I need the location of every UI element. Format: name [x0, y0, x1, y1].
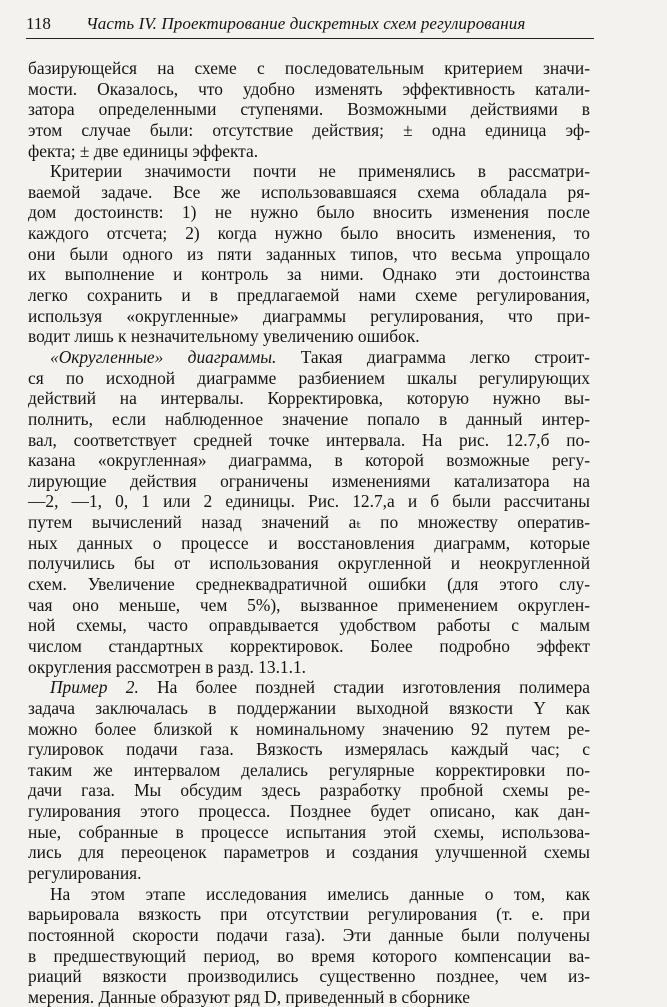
text-line: легко сохранить и в предлагаемой нами схеме регулирования, [28, 285, 590, 306]
text-line: —2, —1, 0, 1 или 2 единицы. Рис. 12.7,а и б были рассчитаны [28, 491, 590, 512]
text-line: каждого отсчета; 2) когда нужно было вносить изменения, то [28, 223, 590, 244]
text-line: схем. Увеличение среднеквадратичной ошибки (для этого слу- [28, 574, 590, 595]
text-line: используя «округленные» диаграммы регулирования, что при- [28, 305, 590, 326]
text-line: задача заключалась в поддержании выходной вязкости Y как [28, 697, 590, 718]
text-line: их выполнение и контроль за ними. Однако эти достоинства [28, 264, 590, 285]
text-line: полнить, если наблюденное значение попало в данный интер- [28, 408, 590, 429]
text-line: регулирования. [28, 862, 142, 883]
text-line: округления рассмотрен в разд. 13.1.1. [28, 656, 307, 677]
text-line: ся по исходной диаграмме разбиением шкалы регулирующих [28, 367, 590, 388]
text-line [28, 347, 590, 368]
body-text [28, 58, 590, 1007]
text-line: дачи газа. Мы обсудим здесь разработку пробной схемы ре- [28, 780, 590, 801]
paragraph [28, 347, 590, 677]
italic-lead: Пример 2. [50, 677, 139, 698]
paragraph [28, 161, 590, 347]
text-line: ных данных о процессе и восстановления диаграмм, которые [28, 532, 590, 553]
text-line: этом случае были: отсутствие действия; ± одна единица эф- [28, 119, 590, 140]
text-line: фекта; ± две единицы эффекта. [28, 140, 259, 161]
text-line: они были одного из пяти заданных типов, что весьма упрощало [28, 243, 590, 264]
text-line: путем вычислений назад значений aₜ по множеству оператив- [28, 512, 590, 533]
paragraph [28, 884, 590, 1007]
text-line: гулировок подачи газа. Вязкость измерялась каждый час; с [28, 739, 590, 760]
text-line: варьировала вязкость при отсутствии регулирования (т. е. при [28, 904, 590, 925]
text-line: гулирования этого процесса. Позднее будет описано, как дан- [28, 801, 590, 822]
lead-rest: На более поздней стадии изготовления полимера [138, 677, 590, 698]
text-line: таким же интервалом делались регулярные корректировки по- [28, 759, 590, 780]
paragraph [28, 58, 590, 161]
text-line: ной схемы, часто оправдывается удобством работы с малым [28, 615, 590, 636]
text-line: действий на интервалы. Корректировка, которую нужно вы- [28, 388, 590, 409]
page-number: 118 [26, 14, 51, 33]
text-line: затора определенными ступенями. Возможными действиями в [28, 99, 590, 120]
text-line: водит лишь к незначительному увеличению ошибок. [28, 326, 420, 347]
text-line: дом достоинств: 1) не нужно было вносить изменения после [28, 202, 590, 223]
paragraph [28, 677, 590, 883]
running-header [26, 10, 594, 39]
text-line [28, 677, 590, 698]
text-line: мости. Оказалось, что удобно изменять эффективность катали- [28, 78, 590, 99]
text-line: лись для переоценок параметров и создания улучшенной схемы [28, 842, 590, 863]
text-line: Критерии значимости почти не применялись в рассматри- [50, 161, 590, 182]
lead-rest: Такая диаграмма легко строит- [276, 346, 590, 367]
running-title: Часть IV. Проектирование дискретных схем регулирования [86, 14, 526, 33]
text-line: можно более близкой к номинальному значению 92 путем ре- [28, 718, 590, 739]
text-line: чая оно меньше, чем 5%), вызванное применением округлен- [28, 594, 590, 615]
text-line: базирующейся на схеме с последовательным критерием значи- [28, 58, 590, 78]
text-line: вал, соответствует средней точке интервала. На рис. 12.7,б по- [28, 429, 590, 450]
text-line: постоянной скорости подачи газа). Эти данные были получены [28, 924, 590, 945]
text-line: казана «округленная» диаграмма, в которой возможные регу- [28, 450, 590, 471]
italic-lead: «Округленные» диаграммы. [50, 346, 277, 367]
text-line: лирующие действия ограничены изменениями катализатора на [28, 470, 590, 491]
text-line: На этом этапе исследования имелись данные о том, как [50, 883, 590, 904]
text-line: ваемой задаче. Все же использовавшаяся схема обладала ря- [28, 181, 590, 202]
text-line: получились бы от использования округленной и неокругленной [28, 553, 590, 574]
text-line: риаций вязкости производились существенно позднее, чем из- [28, 966, 590, 987]
text-line: ные, собранные в процессе испытания этой схемы, использова- [28, 821, 590, 842]
text-line: в предшествующий период, во время которого компенсации ва- [28, 945, 590, 966]
text-line: числом стандартных корректировок. Более подробно эффект [28, 635, 590, 656]
text-line: мерения. Данные образуют ряд D, приведенный в сборнике [28, 986, 470, 1007]
